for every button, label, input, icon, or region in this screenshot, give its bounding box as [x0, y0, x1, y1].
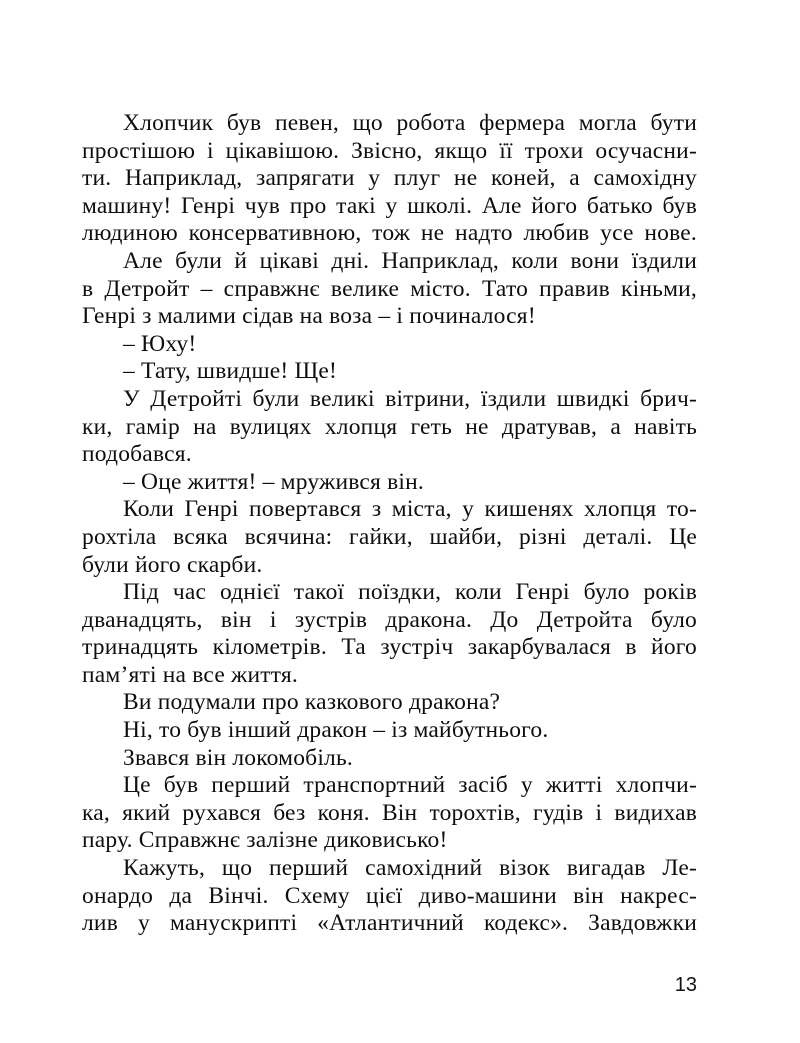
text-line: простішою і цікавішою. Звісно, якщо її трохи осучасни-	[82, 137, 697, 164]
text-line: пару. Справжнє залізне диковисько!	[82, 827, 448, 854]
text-line: Кажуть, що перший самохідний візок вигадав Ле-	[123, 855, 697, 882]
text-line: У Детройті були великі вітрини, їздили швидкі брич-	[123, 385, 697, 412]
text-line: Але були й цікаві дні. Наприклад, коли вони їздили	[123, 247, 697, 274]
text-line: ки, гамір на вулицях хлопця геть не дратував, а навіть	[82, 413, 697, 440]
text-line: в Детройт – справжнє велике місто. Тато правив кіньми,	[82, 275, 697, 302]
text-line: рохтіла всяка всячина: гайки, шайби, різні деталі. Це	[82, 523, 697, 550]
text-line: – Тату, швидше! Ще!	[123, 358, 338, 385]
text-line: дванадцять, він і зустрів дракона. До Детройта було	[82, 606, 697, 633]
text-line: Ні, то був інший дракон – із майбутнього.	[123, 717, 549, 744]
page-number: 13	[674, 974, 697, 996]
text-line: пам’яті на все життя.	[82, 661, 298, 688]
text-line: – Оце життя! – мружився він.	[123, 468, 424, 495]
text-line: Під час однієї такої поїздки, коли Генрі було років	[123, 579, 697, 606]
text-line: тринадцять кілометрів. Та зустріч закарбувалася в його	[82, 634, 697, 661]
text-line: були його скарби.	[82, 551, 263, 578]
text-line: Коли Генрі повертався з міста, у кишенях хлопця то-	[123, 496, 697, 523]
text-line: Звався він локомобіль.	[123, 744, 353, 771]
text-line: Хлопчик був певен, що робота фермера могла бути	[123, 110, 697, 136]
text-line: онардо да Вінчі. Схему цієї диво-машини він накрес-	[82, 882, 697, 909]
text-line: Генрі з малими сідав на воза – і починалося!	[82, 303, 536, 330]
text-line: машину! Генрі чув про такі у школі. Але його батько був	[82, 192, 697, 219]
page-text	[82, 110, 697, 938]
text-line: лив у манускрипті «Атлантичний кодекс». Завдовжки	[82, 910, 697, 937]
text-line: людиною консервативною, тож не надто любив усе нове.	[82, 220, 697, 247]
text-line: подобався.	[82, 441, 192, 468]
text-line: ти. Наприклад, запрягати у плуг не коней, а самохідну	[82, 165, 697, 192]
text-line: – Юху!	[123, 330, 197, 357]
text-line: Це був перший транспортний засіб у житті хлопчи-	[123, 772, 697, 799]
text-line: Ви подумали про казкового дракона?	[123, 689, 501, 716]
text-line: ка, який рухався без коня. Він торохтів, гудів і видихав	[82, 799, 697, 826]
